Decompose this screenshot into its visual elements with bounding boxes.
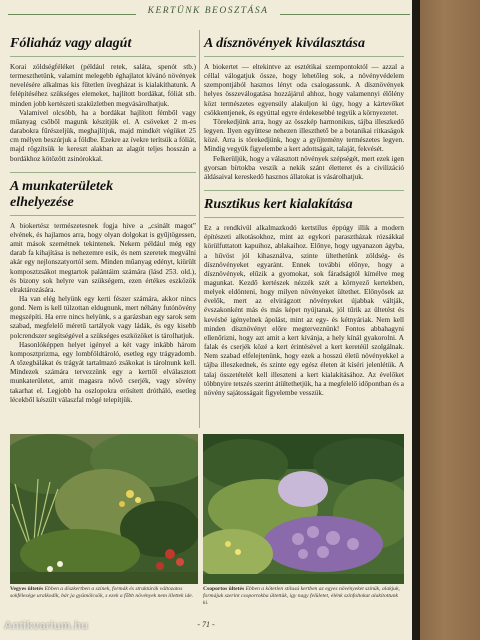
paragraph: Hasonlóképpen helyet igényel a két vagy inkább három komposztprizma, egy lombföldtároló, esetleg egy trágyadomb. A tőzegbálákat és trágyát tartalmazó zsákokat is tárolnunk kell. Mindezek számára tervezzünk egy a kerttől elválasztott munkaterületet, amit magasra növő cserjék, vagy sövény takarhat el. Legjobb ha oszlopokra erősített drótháló, esetleg lécekből készült válaszfal mögé telepítjük. <box>10 340 196 404</box>
section-rule <box>204 190 404 191</box>
watermark: Antikvarium.hu <box>4 620 89 632</box>
column-divider <box>199 30 200 428</box>
garden-photo-group-image <box>203 434 404 584</box>
heading-rule <box>10 215 196 216</box>
photo-caption-left <box>10 586 198 600</box>
munkateruletek-text <box>10 222 196 405</box>
section-title: KERTÜNK BEOSZTÁSA <box>147 6 269 16</box>
paragraph: Felkerüljük, hogy a választott növények szépségét, mert ezek igen gyorsan bírtokba veszik a nekik szánt életteret és a civilizáció áldásaival kereskedő hasznos állatokat is vásárolhatjuk. <box>204 154 404 181</box>
caption-text: Ebben a kötetlen stílusú kertben az egyes növényeket színük, alakjuk, formájuk szerint csoportokba ültettük, így nagy felületet, élénk színfoltokat alakítottunk ki. <box>203 586 400 606</box>
running-header <box>8 6 410 22</box>
right-column <box>204 28 404 398</box>
section-rule <box>10 172 196 173</box>
paragraph: Ha van elég helyünk egy kerti fészer számára, akkor nincs gond. Nem is kell túlzottan eldugnunk, mert néhány futónövény megszépíti. Ha erre nincs helyünk, s a garázsban egy sarok sem szabad, megfelelő méretű tartályok vagy ládák, és egy kisebb polcrendszer segítségével a szükséges eszközöket is tárolhatjuk. <box>10 294 196 340</box>
left-column <box>10 28 196 405</box>
paragraph: Törekedjünk arra, hogy az összkép harmonikus, tájba illeszkedő legyen. Ilyen együttese nehezen illeszthető be a botanikai ritkaságok közé. Arra is törekedjünk, hogy a gyűjtemény természetes legyen. Mindig vegyük figyelembe a kert adottságait, talaját, fekvését. <box>204 117 404 154</box>
photo-caption-right <box>203 586 404 607</box>
page-number: - 71 - <box>197 620 215 629</box>
caption-title: Csoportos ültetés <box>203 586 245 592</box>
disznovenyek-text <box>204 63 404 182</box>
heading-munkateruletek <box>10 179 196 211</box>
rusztikus-text <box>204 224 404 398</box>
paragraph: A biokertész természetesnek fogja hive a „csinált magot” elvének, és hajlamos arra, hogy olyan dolgokat is gyűjtögessen, amit mások szemétnek tekintenek. Nekem például még egy darab fa kihajítása is nehezemre esik, és nem szeretek megválni akár egy nejlonszatyortól sem. Minden műanyag edényt, kiürült komposztzsákot megtartok palántáim számára (lásd 253. old.), és bizony sok helyre van szükségem, ezen értékes eszközök elraktározására. <box>10 221 196 294</box>
paragraph: Valamivel olcsóbb, ha a bordákat hajlított fémből vagy műanyag csőből magunk készítjük el. A csöveket 2 m-es darabokra fűrészeljük, meghajlítjuk, majd mindkét végüket 25 cm mélyen beszúrjuk a földbe. Ezekre az ívekre terítsük a fóliát, majd rögzítsük le kereszt alakban az alagút teljes hosszán a bordákhoz kötözött zsinórokkal. <box>10 108 196 163</box>
heading-foliahaz: Fóliaház vagy alagút <box>10 36 132 51</box>
header-rule-left <box>8 14 136 15</box>
book-cover-edge <box>420 0 480 640</box>
header-rule-right <box>280 14 410 15</box>
garden-photo-group <box>203 434 404 584</box>
heading-line: elhelyezése <box>10 194 74 210</box>
heading-line: A munkaterületek <box>10 178 114 194</box>
paragraph: Korai zöldségféléket (például retek, saláta, spenót stb.) termeszthetünk, valamint melegebb éghajlatot kívánó növények nevelésére alkalmas kis fűtetlen üvegházat is kialakíthatunk. A felépítéséhez szükséges elemeket, hajlított bordákat, fóliát stb. minden jobb kertészeti szaküzletben megvásárolhatjuk. <box>10 63 196 108</box>
foliahaz-text <box>10 63 196 164</box>
caption-text: Ebben a díszkertben a színek, formák és struktúrák változatos sokfélesége uralkodik, bár ja gyümölcsök, s ezek a főbb növények nem illettek ide. <box>10 586 194 599</box>
heading-rule <box>204 56 404 57</box>
heading-rule <box>204 217 404 218</box>
heading-rusztikus: Rusztikus kert kialakítása <box>204 197 353 213</box>
caption-title: Vegyes ültetés <box>10 586 44 592</box>
heading-rule <box>10 56 196 57</box>
garden-photo-mixed <box>10 434 198 584</box>
paragraph: Ez a rendkívül alkalmazkodó kertstílus éppúgy illik a modern építészeti alkotásokhoz, mint az egykori parasztházak rózsákkal körülfuttatott kapuihoz, ablakaihoz. Előnye, hogy ugyanazon ágyba, a hűvöst jól kihasználva, szinte ültethetünk zöldség- és dísznövényeket egyaránt. Ennek további előnye, hogy a dísznövények, elűzik a gyomokat, sok fáradságtól kímélve meg magunkat. Kezdő kertészek nézzék szét a környező kertekben, melyek eldönteni, hogy milyen növényeket ültethet. Előnyösek az évelők, mert az elvirágzott növényeket újabbak váltják, évszakonként más és más képet nyújtanak, jól tűrik az ültetést és kevésbé igényelnek ápolást, mint az egy- és kétnyáriak. Nem kell minden dísznövényt előre megterveznünk! Fontos abbahagyni ellenőrizni, hogy azt amit a kert kívánja, a hely kínál gyakorolni. A falak és cserjék közé a kert érintésével a kert keretéül szolgálnak. Nem szabad elfelejtenünk, hogy ezek a hosszú életű növényekkel a tájba illeszkednek, és szinte egy egész életen át kíséri jelenlétük. A talaj összetételét kell illeszteni a kert kialakításához. Az évelőket többnyire tetszés szerint átültethetjük, ha a megfelelő időpontban és a növény sajátosságait figyelembe vesszük. <box>204 224 404 397</box>
heading-disznovenyek: A dísznövények kiválasztása <box>204 36 366 51</box>
garden-photo-mixed-image <box>10 434 198 584</box>
book-spine <box>412 0 420 640</box>
paragraph: A biokertet — eltekintve az esztétikai szempontoktól — azzal a céllal válogatjuk össze, hogy lehetőleg sok, a növényvédelem szempontjából hasznos lényt oda csalogassunk. A dísznövények helyes összeválogatása hozzájárul ahhoz, hogy valamennyi élőlény közt természetes egyensúly alakuljon ki úgy, hogy a kártevőket csökkentjenek, és egyúttal egyre érdekesebbé tegyük a környezetet. <box>204 63 404 117</box>
